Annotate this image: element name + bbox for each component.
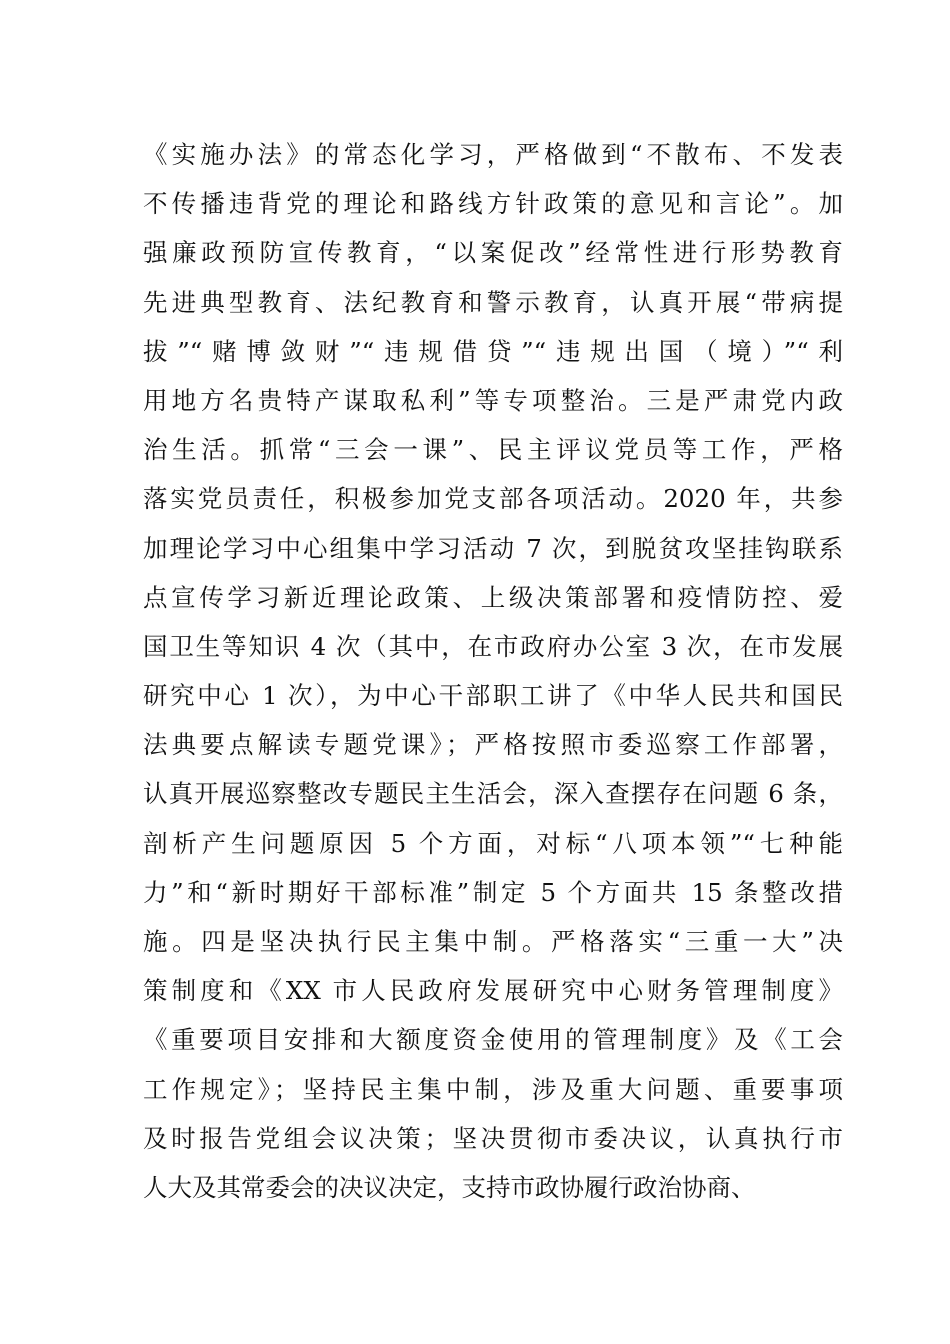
text-line: 研究中心 1 次），为中心干部职工讲了《中华人民共和国民 — [143, 681, 843, 711]
text-line: 人大及其常委会的决议决定，支持市政协履行政治协商、 — [143, 1172, 756, 1202]
text-line: 加理论学习中心组集中学习活动 7 次，到脱贫攻坚挂钩联系 — [143, 533, 843, 563]
text-line: 剖析产生问题原因 5 个方面，对标“八项本领”“七种能 — [143, 828, 843, 858]
text-line: 法典要点解读专题党课》；严格按照市委巡察工作部署， — [143, 730, 843, 760]
text-line: 拔”“赌博敛财”“违规借贷”“违规出国（境）”“利 — [143, 336, 843, 366]
text-line: 点宣传学习新近理论政策、上级决策部署和疫情防控、爱 — [143, 582, 843, 612]
text-line: 不传播违背党的理论和路线方针政策的意见和言论”。加 — [143, 189, 843, 219]
text-line: 国卫生等知识 4 次（其中，在市政府办公室 3 次，在市发展 — [143, 631, 843, 661]
text-line: 用地方名贵特产谋取私利”等专项整治。三是严肃党内政 — [143, 385, 843, 415]
text-line: 及时报告党组会议决策；坚决贯彻市委决议，认真执行市 — [143, 1123, 843, 1153]
document-body — [143, 130, 843, 1212]
text-line: 治生活。抓常“三会一课”、民主评议党员等工作，严格 — [143, 435, 843, 465]
text-line: 先进典型教育、法纪教育和警示教育，认真开展“带病提 — [143, 287, 843, 317]
text-line: 工作规定》；坚持民主集中制，涉及重大问题、重要事项 — [143, 1074, 843, 1104]
text-line: 施。四是坚决执行民主集中制。严格落实“三重一大”决 — [143, 927, 843, 956]
text-line: 策制度和《XX 市人民政府发展研究中心财务管理制度》 — [143, 976, 843, 1006]
text-line: 《重要项目安排和大额度资金使用的管理制度》及《工会 — [143, 1025, 843, 1055]
text-line: 强廉政预防宣传教育，“以案促改”经常性进行形势教育 — [143, 238, 843, 268]
text-line: 落实党员责任，积极参加党支部各项活动。2020 年，共参 — [143, 484, 843, 514]
text-line: 认真开展巡察整改专题民主生活会，深入查摆存在问题 6 条， — [143, 779, 843, 809]
text-line: 力”和“新时期好干部标准”制定 5 个方面共 15 条整改措 — [143, 877, 843, 907]
text-line: 《实施办法》的常态化学习，严格做到“不散布、不发表 — [143, 140, 843, 169]
